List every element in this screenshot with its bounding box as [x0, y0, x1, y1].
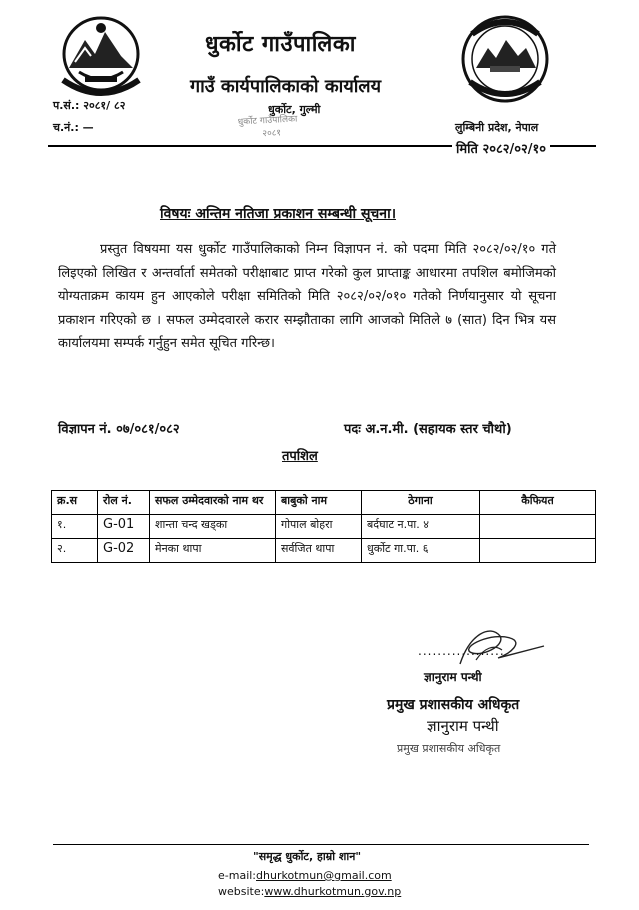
chalani-number: च.नं.: — — [53, 121, 94, 134]
nepal-emblem-logo — [55, 10, 147, 104]
name-stamp: ज्ञानुराम पन्थी — [427, 717, 499, 735]
footer-email — [218, 869, 392, 882]
office-name: गाउँ कार्यपालिकाको कार्यालय — [190, 76, 382, 97]
cell-father: गोपाल बोहरा — [276, 515, 362, 539]
cell-remarks — [480, 539, 596, 563]
cell-address: बर्दघाट न.पा. ४ — [362, 515, 480, 539]
notice-body — [58, 238, 556, 356]
footer-divider — [53, 844, 589, 845]
website-label: website: — [218, 885, 265, 898]
notice-subject: विषयः अन्तिम नतिजा प्रकाशन सम्बन्धी सूचना। — [160, 206, 397, 222]
cell-roll: G-02 — [98, 539, 150, 563]
notice-date: मिति २०८२/०२/१० — [452, 139, 550, 157]
signature-line: .................. — [418, 644, 505, 658]
cell-serial: १. — [52, 515, 98, 539]
details-heading: तपशिल — [282, 449, 318, 464]
footer-website — [218, 885, 401, 898]
office-location: धुर्कोट, गुल्मी — [268, 103, 321, 116]
cell-candidate: मेनका थापा — [150, 539, 276, 563]
post-name: पदः अ.न.मी. (सहायक स्तर चौथो) — [344, 422, 512, 437]
received-stamp: धुर्कोट गाउँपालिका २०८१ — [237, 114, 298, 140]
cell-remarks — [480, 515, 596, 539]
col-header-father: बाबुको नाम — [276, 491, 362, 515]
cell-candidate: शान्ता चन्द खड्का — [150, 515, 276, 539]
cell-serial: २. — [52, 539, 98, 563]
col-header-roll: रोल नं. — [98, 491, 150, 515]
province: लुम्बिनी प्रदेश, नेपाल — [455, 121, 539, 134]
dhurkot-municipality-logo — [460, 14, 550, 104]
title-stamp: प्रमुख प्रशासकीय अधिकृत — [397, 742, 501, 755]
col-header-address: ठेगाना — [362, 491, 480, 515]
signatory-name: ज्ञानुराम पन्थी — [424, 670, 482, 684]
col-header-serial: क्र.स — [52, 491, 98, 515]
email-label: e-mail: — [218, 869, 257, 882]
signatory-title: प्रमुख प्रशासकीय अधिकृत — [387, 697, 520, 713]
cell-roll: G-01 — [98, 515, 150, 539]
body-paragraph: प्रस्तुत विषयमा यस धुर्कोट गाउँपालिकाको निम्न विज्ञापन नं. को पदमा मिति २०८२/०२/१० गते लिइएको लिखित र अन्तर्वार्ता समेतको परीक्षाबाट प्राप्त गरेको कुल प्राप्ताङ्क आधारमा तपशिल बमोजिमको योग्यताक्रम कायम हुन आएकोले परीक्षा समितिको मिति २०८२/०२/०१० गतेको निर्णयानुसार यो सूचना प्रकाशन गरिएको छ । सफल उम्मेदवारले करार सम्झौताका लागि आजको मितिले ७ (सात) दिन भित्र यस कार्यालयमा सम्पर्क गर्नुहुन समेत सूचित गरिन्छ। — [58, 242, 556, 351]
advertisement-number: विज्ञापन नं. ०७/०८१/०८२ — [58, 422, 180, 437]
cell-father: सर्वजित थापा — [276, 539, 362, 563]
municipality-name: धुर्कोट गाउँपालिका — [205, 32, 356, 57]
patra-sankhya: प.सं.: २०८१/ ८२ — [53, 99, 126, 112]
cell-address: धुर्कोट गा.पा. ६ — [362, 539, 480, 563]
table-row — [52, 539, 596, 563]
table-row — [52, 515, 596, 539]
table-header-row — [52, 491, 596, 515]
email-link[interactable]: dhurkotmun@gmail.com — [256, 869, 392, 882]
website-link[interactable]: www.dhurkotmun.gov.np — [264, 885, 402, 898]
col-header-candidate: सफल उम्मेदवारको नाम थर — [150, 491, 276, 515]
footer-motto: "समृद्ध धुर्कोट, हाम्रो शान" — [253, 850, 362, 863]
results-table — [51, 490, 596, 563]
col-header-remarks: कैफियत — [480, 491, 596, 515]
